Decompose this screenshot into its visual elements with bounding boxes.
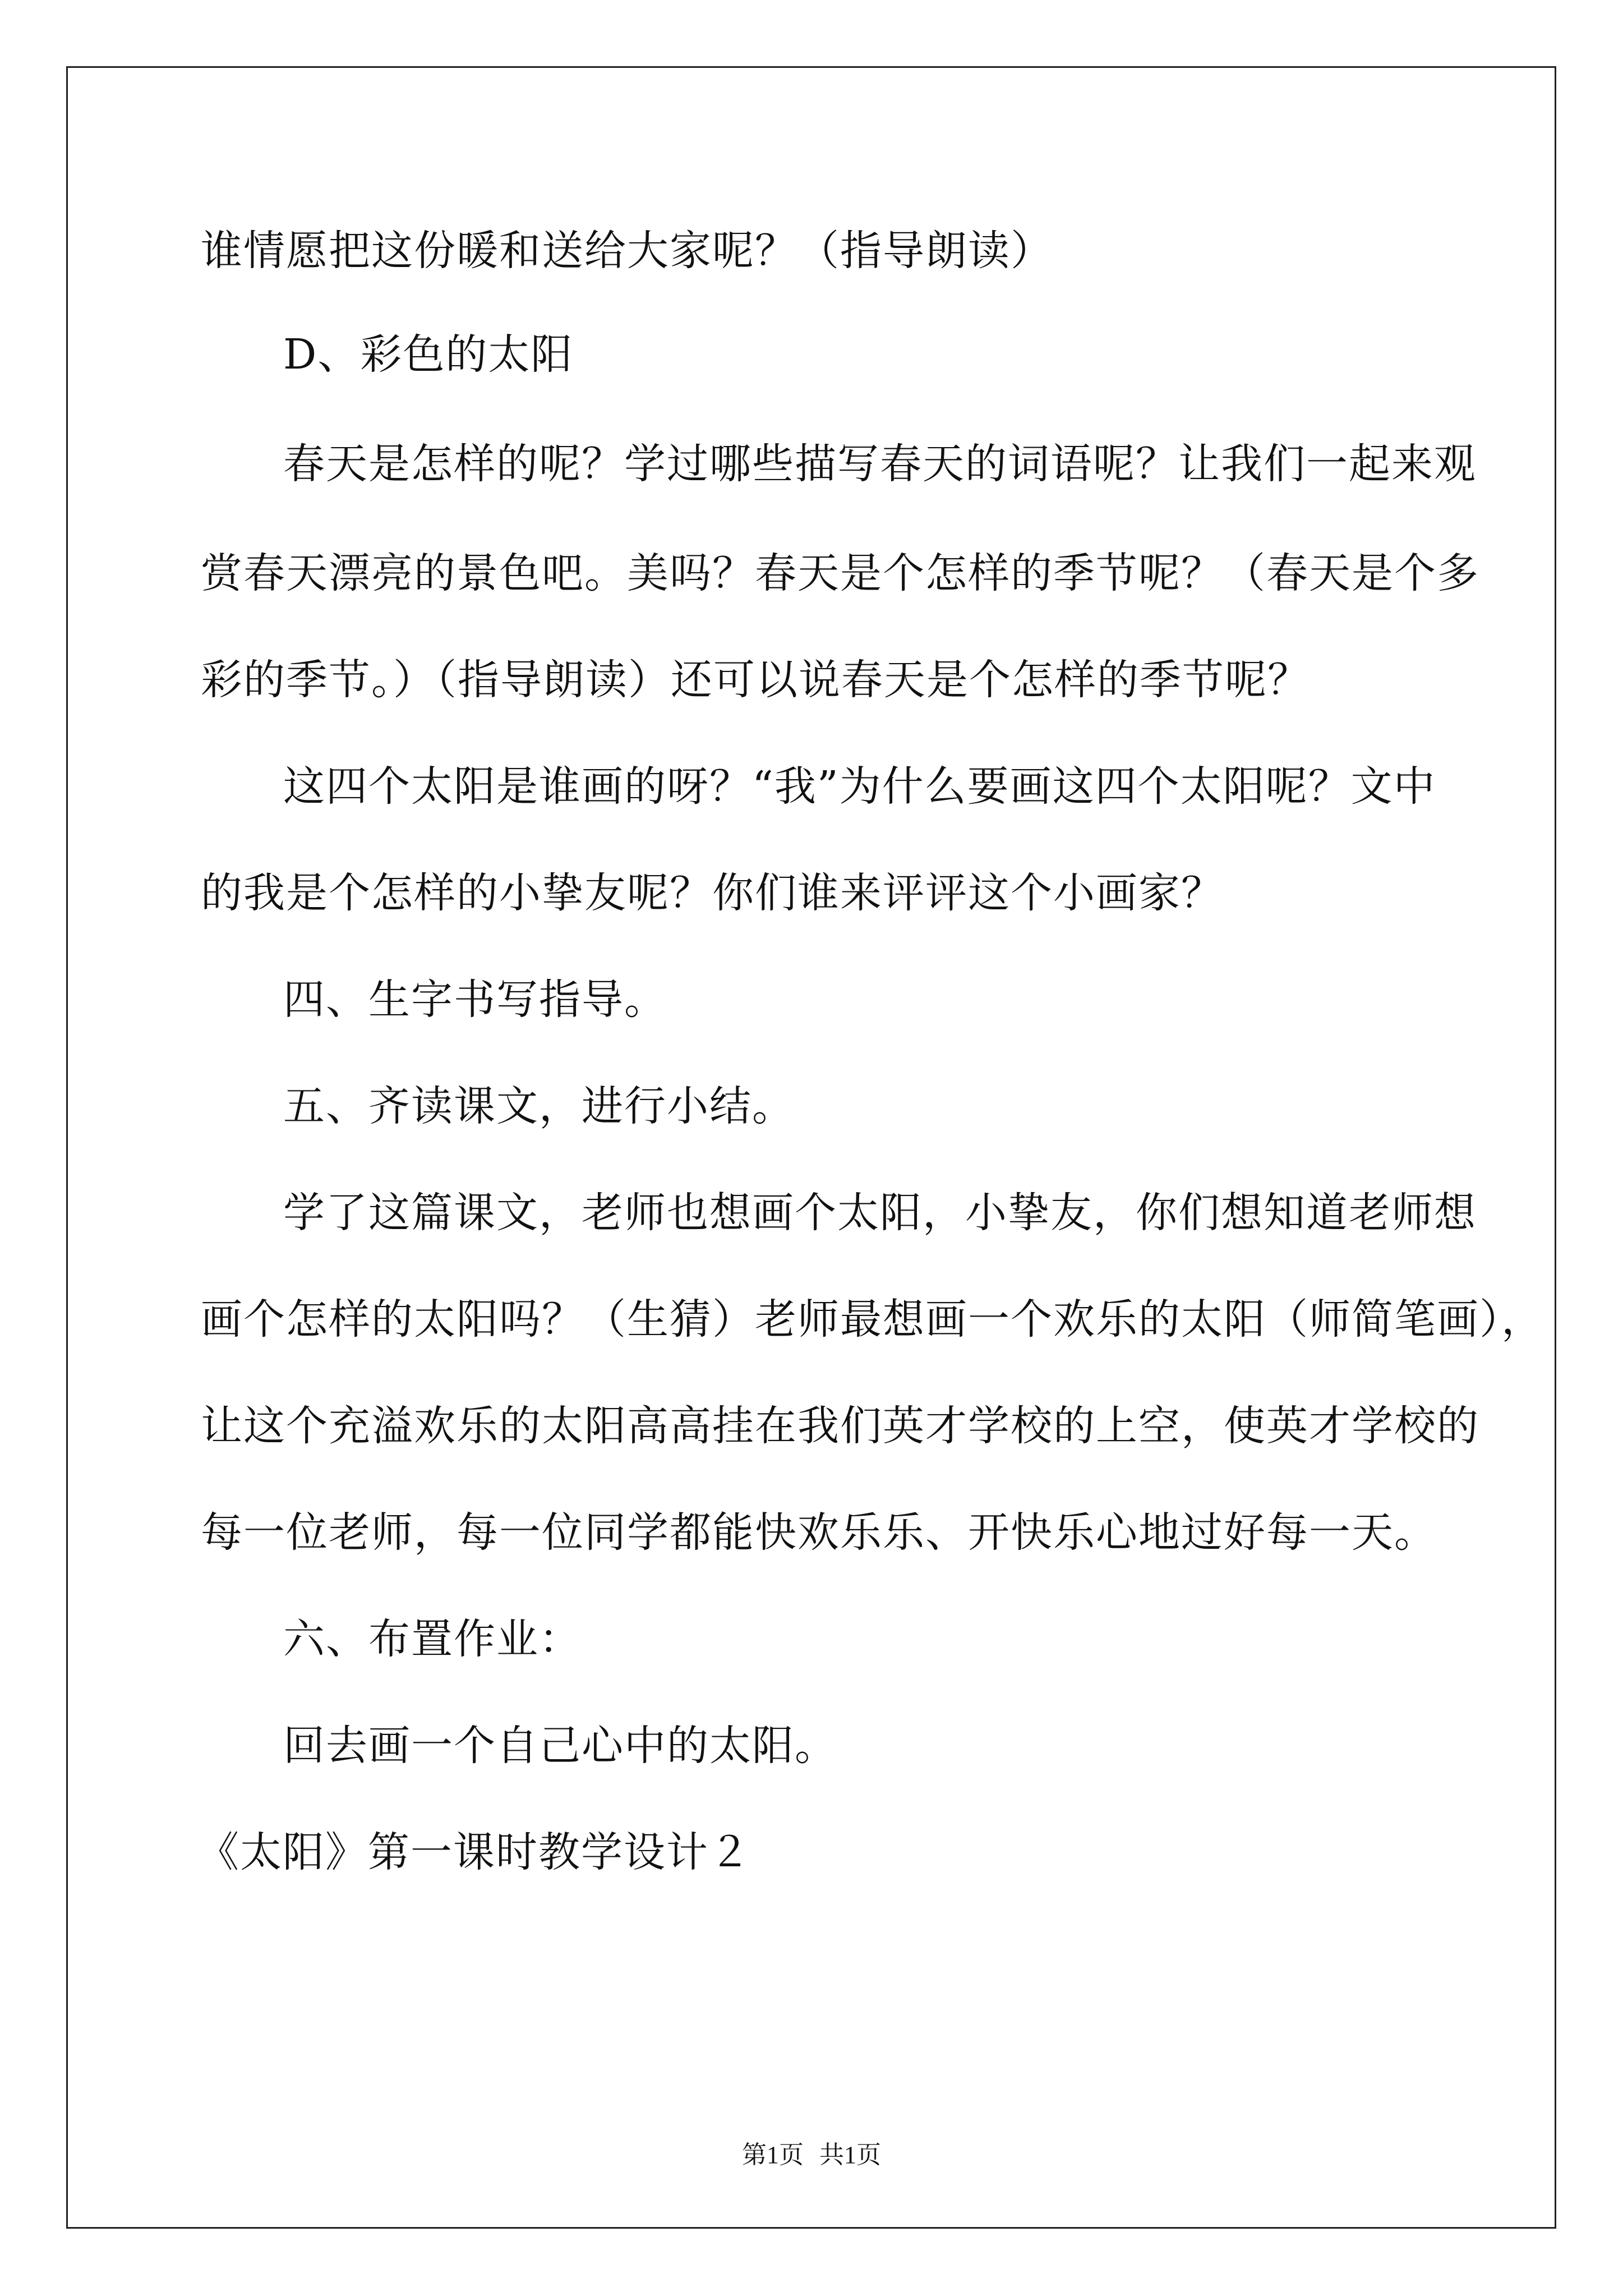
body-line: 让这个充溢欢乐的太阳高高挂在我们英才学校的上空，使英才学校的: [201, 1402, 1479, 1450]
body-line: 画个怎样的太阳吗？（生猜）老师最想画一个欢乐的太阳（师简笔画），: [201, 1295, 1544, 1343]
body-line: 学了这篇课文，老师也想画个太阳，小挚友，你们想知道老师想: [283, 1189, 1477, 1237]
body-line: 每一位老师，每一位同学都能快欢乐乐、开快乐心地过好每一天。: [201, 1508, 1437, 1557]
body-line: 这四个太阳是谁画的呀？“我”为什么要画这四个太阳呢？文中: [283, 762, 1436, 811]
body-line: 回去画一个自己心中的太阳。: [283, 1722, 837, 1770]
body-line: 的我是个怎样的小挚友呢？你们谁来评评这个小画家？: [201, 869, 1224, 917]
page-total: 共1页: [819, 2141, 881, 2169]
page-footer: [0, 2134, 1623, 2170]
page-number: 第1页: [742, 2141, 804, 2169]
body-line: 赏春天漂亮的景色吧。美吗？春天是个怎样的季节呢？（春天是个多: [201, 549, 1479, 597]
body-line: 彩的季节。）（指导朗读）还可以说春天是个怎样的季节呢？: [201, 656, 1310, 704]
document-title: 《太阳》第一课时教学设计２: [197, 1828, 751, 1876]
body-line: 谁情愿把这份暖和送给大家呢？（指导朗读）: [201, 227, 1053, 275]
page-border: [66, 66, 1556, 2229]
body-line: 春天是怎样的呢？学过哪些描写春天的词语呢？让我们一起来观: [283, 440, 1477, 488]
section-heading: D、彩色的太阳: [283, 330, 574, 379]
section-heading: 五、齐读课文，进行小结。: [283, 1082, 795, 1130]
section-heading: 六、布置作业：: [283, 1615, 582, 1663]
section-heading: 四、生字书写指导。: [283, 976, 667, 1024]
